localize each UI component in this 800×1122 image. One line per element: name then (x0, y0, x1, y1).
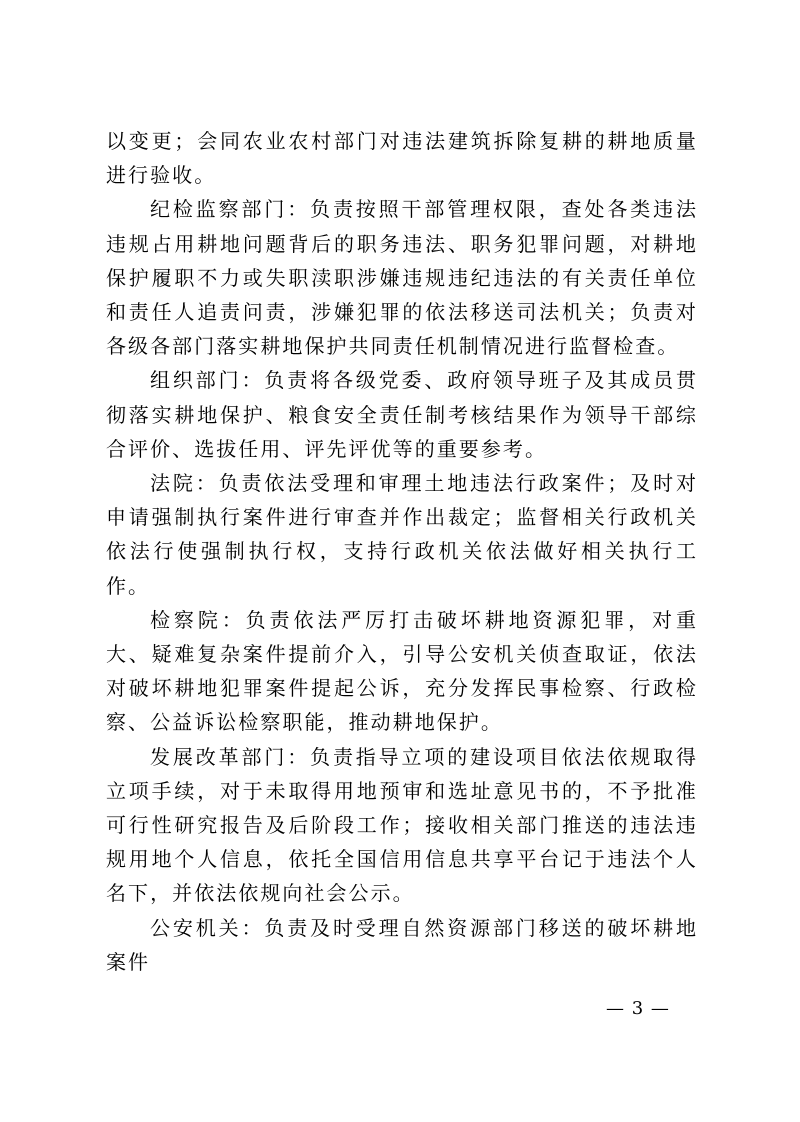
paragraph-public-security: 公安机关：负责及时受理自然资源部门移送的破坏耕地案件 (106, 915, 698, 974)
document-body (106, 124, 698, 979)
page-number: — 3 — (606, 998, 670, 1019)
paragraph-continuation: 以变更；会同农业农村部门对违法建筑拆除复耕的耕地质量进行验收。 (106, 129, 698, 188)
paragraph-development-reform: 发展改革部门：负责指导立项的建设项目依法依规取得立项手续，对于未取得用地预审和选址意见书的，不予批准可行性研究报告及后阶段工作；接收相关部门推送的违法违规用地个人信息，依托全国信用信息共享平台记于违法个人名下，并依法依规向社会公示。 (106, 744, 698, 906)
paragraph-organization-department: 组织部门：负责将各级党委、政府领导班子及其成员贯彻落实耕地保护、粮食安全责任制考核结果作为领导干部综合评价、选拔任用、评先评优等的重要参考。 (106, 368, 698, 461)
paragraph-procuratorate: 检察院：负责依法严厉打击破坏耕地资源犯罪，对重大、疑难复杂案件提前介入，引导公安机关侦查取证，依法对破坏耕地犯罪案件提起公诉，充分发挥民事检察、行政检察、公益诉讼检察职能，推动耕地保护。 (106, 607, 698, 735)
paragraph-discipline-inspection: 纪检监察部门：负责按照干部管理权限，查处各类违法违规占用耕地问题背后的职务违法、职务犯罪问题，对耕地保护履职不力或失职渎职涉嫌违规违纪违法的有关责任单位和责任人追责问责，涉嫌犯罪的依法移送司法机关；负责对各级各部门落实耕地保护共同责任机制情况进行监督检查。 (106, 197, 698, 359)
paragraph-court: 法院：负责依法受理和审理土地违法行政案件；及时对申请强制执行案件进行审查并作出裁定；监督相关行政机关依法行使强制执行权，支持行政机关依法做好相关执行工作。 (106, 471, 698, 598)
